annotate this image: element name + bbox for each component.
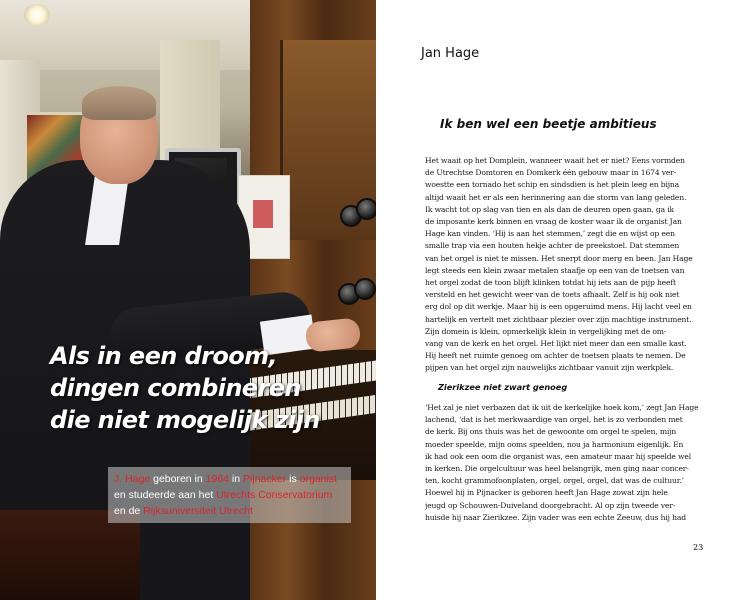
caption-school: Utrechts Conservatorium <box>216 489 333 501</box>
caption-text: geboren in <box>150 473 206 485</box>
organ-stop-knob <box>356 198 376 220</box>
pull-quote-headline <box>50 340 350 436</box>
body-line: smalle trap via een houten hekje achter de preekstoel. Dat stemmen <box>425 241 680 251</box>
organ-stop-knob <box>354 278 376 300</box>
article-body-section-1 <box>425 155 707 375</box>
photo-caption <box>114 471 350 519</box>
headline-line: Als in een droom, <box>50 342 278 370</box>
body-line: ten, kocht grammofoonplaten, orgel, orgel, orgel, dat was de cultuur.’ <box>425 476 684 486</box>
body-line: hartelijk en vertelt met zichtbaar plezier over zijn machtige instrument. <box>425 314 692 324</box>
body-line: ik had ook een oom die organist was, een amateur maar hij speelde wel <box>425 451 691 461</box>
body-line: erg dol op dit werkje. Maar hij is een opgeruimd mens. Hij lacht veel en <box>425 302 692 312</box>
sheet-paper-mark <box>253 200 273 228</box>
page-number: 23 <box>693 543 704 552</box>
caption-text: en studeerde aan het <box>114 489 217 501</box>
body-line: huisde hij naar Zierikzee. Zijn vader was een echte Zeeuw, dus hij had <box>425 512 686 522</box>
body-line: de Utrechtse Domtoren en Domkerk één gebouw maar in 1674 ver- <box>425 168 677 178</box>
body-line: Het waait op het Domplein, wanneer waait het er niet? Eens vormden <box>425 156 685 165</box>
body-line: ‘Het zal je niet verbazen dat ik uit de kerkelijke hoek kom,’ zegt Jan Hage <box>425 403 699 412</box>
body-line: moeder speelde, mijn ooms speelden, nou ja harmonium eigenlijk. En <box>425 439 684 449</box>
body-line: versteld en het gewicht weer van de toets afhaalt. Zelf is hij ook niet <box>425 290 680 300</box>
section-subheading: Zierikzee niet zwart genoeg <box>438 382 568 392</box>
body-line: woestte een tornado het schip en sindsdien is het plein leeg en bijna <box>425 180 680 190</box>
caption-university: Rijksuniversiteit Utrecht <box>143 505 253 517</box>
body-line: de imposante kerk binnen en vraag de koster waar ik de organist Jan <box>425 217 682 227</box>
caption-line <box>114 471 350 487</box>
body-line: Hage kan vinden. ‘Hij is aan het stemmen,’ zegt die en wijst op een <box>425 229 675 239</box>
body-line: lachend, ‘dat is het merkwaardige van orgel, het is zo verbonden met <box>425 415 683 425</box>
headline-line: die niet mogelijk zijn <box>50 406 320 434</box>
body-line: Zijn domein is klein, opmerkelijk klein in vergelijking met de om- <box>425 326 667 336</box>
article-title: Ik ben wel een beetje ambitieus <box>440 117 657 131</box>
organ-bench <box>0 510 140 600</box>
running-head: Jan Hage <box>421 46 480 61</box>
body-line: pijpen van het orgel zijn nauwelijks zichtbaar vanuit zijn werkplek. <box>425 363 674 373</box>
caption-line <box>114 487 350 503</box>
body-line: van het orgel is niet te missen. Het snerpt door merg en been. Jan Hage <box>425 253 693 263</box>
ceiling-lamp <box>24 4 50 26</box>
caption-line <box>114 503 350 519</box>
body-line: Hoewel hij in Pijnacker is geboren heeft Jan Hage zowat zijn hele <box>425 488 668 498</box>
body-line: Ik wacht tot op slag van tien en als dan de deuren open gaan, ga ik <box>425 204 674 214</box>
headline-line: dingen combineren <box>50 374 301 402</box>
body-line: het orgel zodat de toon blijft klinken totdat hij iets aan de pijp heeft <box>425 278 676 288</box>
person-hair <box>82 86 156 120</box>
body-line: legt steeds een klein zwaar metalen staafje op een van de toetsen van <box>425 265 685 275</box>
caption-text: en de <box>114 505 144 517</box>
body-line: in kerken. Die orgelcultuur was heel belangrijk, men ging naar concer- <box>425 464 689 474</box>
caption-year: 1964 <box>205 473 230 485</box>
caption-text: in <box>229 473 244 485</box>
body-line: jeugd op Schouwen-Duiveland doorgebracht. Al op zijn tweede ver- <box>425 500 676 510</box>
body-line: de kerk. Bij ons thuis was het de gewoonte om orgel te spelen, mijn <box>425 427 677 437</box>
body-line: vang van de kerk en het orgel. Het lijkt niet meer dan een smalle kast. <box>425 339 687 349</box>
body-line: Hij heeft net ruimte genoeg om achter de toetsen plaats te nemen. De <box>425 351 686 361</box>
caption-profession: organist <box>299 473 337 485</box>
body-line: altijd waait het er als een herinnering aan die storm van lang geleden. <box>425 192 687 202</box>
article-body-section-2 <box>425 402 707 524</box>
caption-name: J. Hage <box>114 473 151 485</box>
caption-place: Pijnacker <box>243 473 287 485</box>
caption-text: is <box>286 473 300 485</box>
